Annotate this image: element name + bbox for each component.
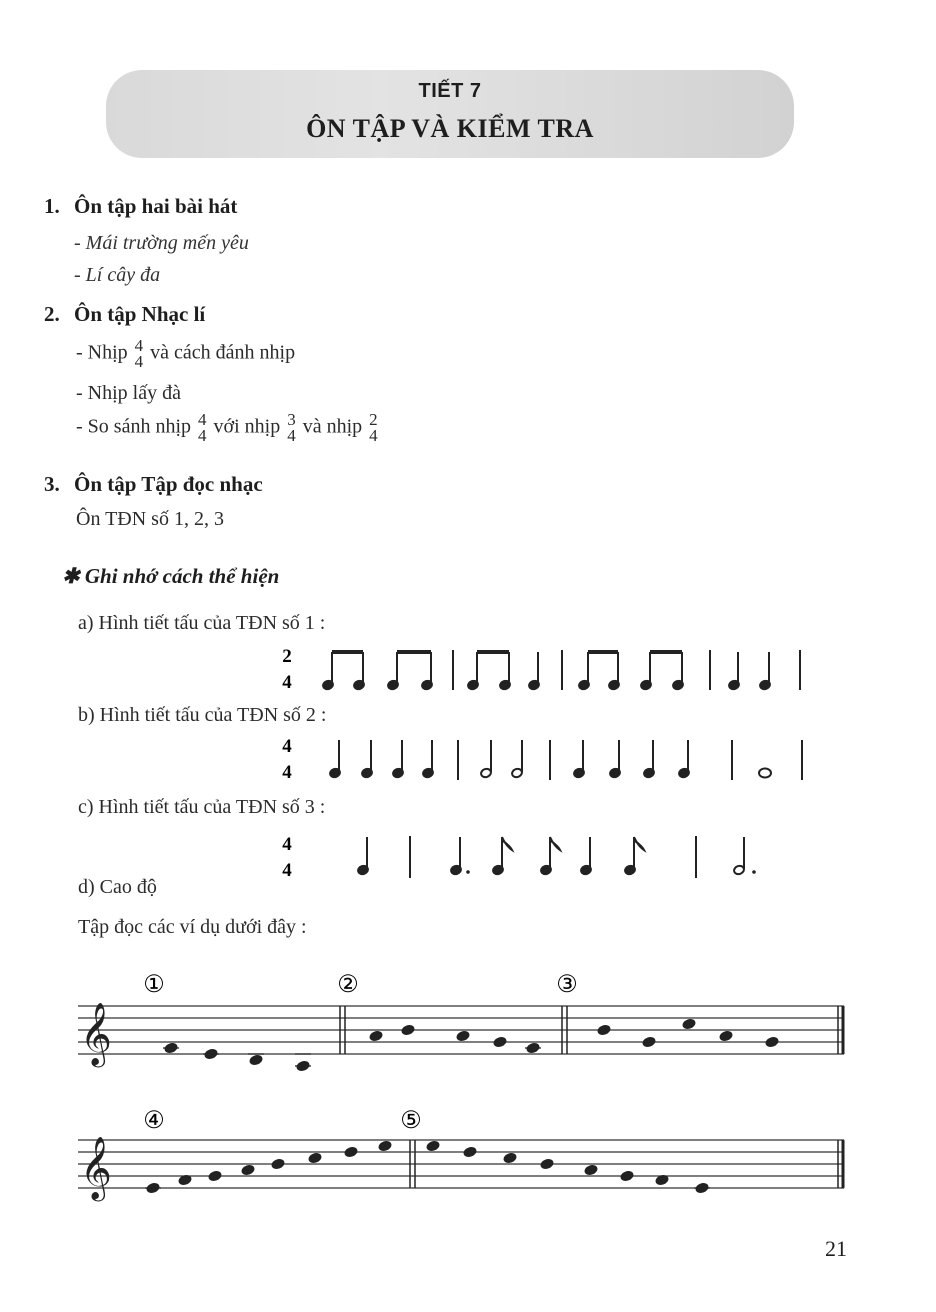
notes-title: ✱ Ghi nhớ cách thể hiện — [62, 564, 280, 588]
quarter-note — [728, 652, 740, 690]
exercise-3-notes — [597, 1018, 779, 1048]
section3-heading — [44, 472, 263, 497]
exercise-2-notes — [369, 1024, 541, 1054]
quarter-note — [573, 740, 585, 778]
song-1: - Mái trường mến yêu — [74, 232, 249, 254]
quarter-note — [643, 740, 655, 778]
rhythm-label-b: b) Hình tiết tấu của TĐN số 2 : — [78, 704, 327, 726]
reading-instruction: Tập đọc các ví dụ dưới đây : — [78, 916, 307, 938]
pitch-label-d: d) Cao độ — [78, 876, 157, 898]
section3-number: 3. — [44, 472, 60, 496]
time-signature-4-4: 4 4 — [134, 336, 144, 371]
pitch-staff-1 — [70, 962, 860, 1072]
time-sig-bottom: 4 — [282, 672, 292, 693]
section1-heading — [44, 194, 237, 219]
exercise-label-4: ④ — [143, 1108, 165, 1134]
eighth-note — [492, 837, 512, 875]
rhythm-3-notation — [280, 828, 780, 884]
section2-number: 2. — [44, 302, 60, 326]
time-sig-top: 4 — [282, 736, 292, 757]
whole-note — [759, 769, 771, 778]
theory-item-3 — [76, 412, 380, 444]
quarter-note — [422, 740, 434, 778]
quarter-note — [329, 740, 341, 778]
quarter-note — [357, 837, 369, 875]
lesson-number: TIẾT 7 — [418, 80, 482, 102]
quarter-note — [609, 740, 621, 778]
dotted-quarter-note — [450, 837, 470, 875]
quarter-note — [361, 740, 373, 778]
time-sig-top: 4 — [282, 834, 292, 855]
half-note — [480, 740, 492, 778]
time-signature-4-4: 4 4 — [198, 410, 207, 445]
song-2: - Lí cây đa — [74, 264, 161, 286]
theory-item-3-c: và nhịp — [302, 415, 363, 438]
beamed-eighth-notes — [387, 650, 433, 690]
quarter-note — [528, 652, 540, 690]
staff-lines — [78, 1140, 844, 1188]
exercise-label-3: ③ — [556, 972, 578, 998]
theory-item-3-b: với nhịp — [213, 415, 281, 438]
section1-title: Ôn tập hai bài hát — [74, 194, 238, 218]
time-sig-top: 2 — [282, 646, 292, 667]
section3-subtitle: Ôn TĐN số 1, 2, 3 — [76, 508, 224, 530]
exercise-5-notes — [426, 1140, 710, 1194]
exercise-4-notes — [145, 1140, 392, 1194]
exercise-1-notes — [163, 1042, 311, 1072]
theory-item-3-a: - So sánh nhịp — [76, 415, 191, 438]
dotted-half-note — [733, 837, 756, 875]
exercise-label-5: ⑤ — [400, 1108, 422, 1134]
time-sig-bottom: 4 — [282, 860, 292, 881]
beamed-eighth-notes — [578, 650, 620, 690]
pitch-staff-2 — [70, 1100, 860, 1210]
beamed-eighth-notes — [467, 650, 511, 690]
rhythm-2-notation — [280, 732, 820, 788]
quarter-note — [678, 740, 690, 778]
time-signature-3-4: 3 4 — [287, 410, 296, 445]
rhythm-label-a: a) Hình tiết tấu của TĐN số 1 : — [78, 612, 326, 634]
beamed-eighth-notes — [640, 650, 684, 690]
theory-item-1-suffix: và cách đánh nhịp — [150, 341, 296, 364]
eighth-note — [624, 837, 644, 875]
half-note — [511, 740, 523, 778]
quarter-note — [580, 837, 592, 875]
staff-lines — [78, 1006, 844, 1054]
theory-item-2: - Nhịp lấy đà — [76, 382, 181, 404]
eighth-note — [540, 837, 560, 875]
beamed-eighth-notes — [322, 650, 365, 690]
section3-title: Ôn tập Tập đọc nhạc — [74, 472, 263, 496]
treble-clef-icon: 𝄞 — [80, 1138, 112, 1198]
quarter-note — [759, 652, 771, 690]
section1-number: 1. — [44, 194, 60, 218]
section2-title: Ôn tập Nhạc lí — [74, 302, 206, 326]
exercise-label-2: ② — [337, 972, 359, 998]
time-sig-bottom: 4 — [282, 762, 292, 783]
exercise-label-1: ① — [143, 972, 165, 998]
theory-item-1 — [76, 338, 295, 370]
rhythm-label-c: c) Hình tiết tấu của TĐN số 3 : — [78, 796, 326, 818]
page-number: 21 — [825, 1236, 847, 1261]
lesson-title: ÔN TẬP VÀ KIỂM TRA — [306, 114, 594, 143]
quarter-note — [392, 740, 404, 778]
treble-clef-icon: 𝄞 — [80, 1004, 112, 1064]
theory-item-1-prefix: - Nhịp — [76, 341, 128, 364]
time-signature-2-4: 2 4 — [369, 410, 378, 445]
section2-heading — [44, 302, 205, 327]
rhythm-1-notation — [280, 640, 820, 696]
